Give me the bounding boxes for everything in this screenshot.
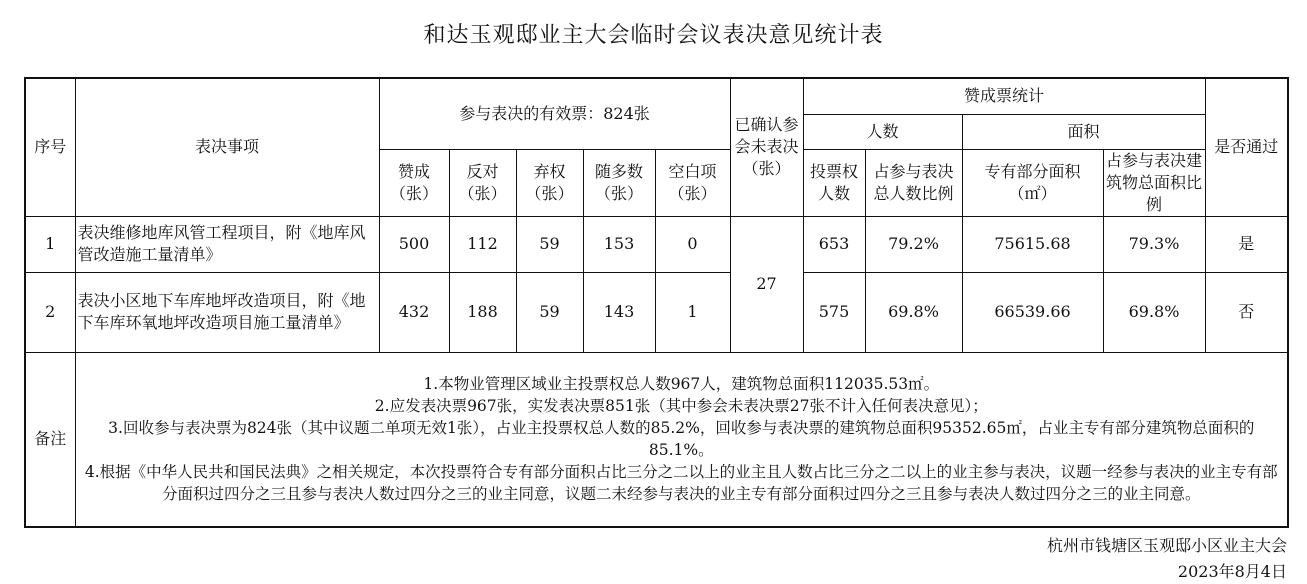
header-exclusive-area: 专有部分面积（㎡） — [962, 149, 1103, 216]
table-row — [25, 216, 1288, 272]
row-exclusive-area: 75615.68 — [962, 216, 1103, 272]
header-abstain: 弃权（张） — [516, 149, 583, 216]
header-matter: 表决事项 — [75, 78, 379, 216]
note-item: 2.应发表决票967张，实发表决票851张（其中参会未表决票27张不计入任何表决意见）； — [374, 397, 988, 416]
header-area: 面积 — [962, 114, 1205, 149]
header-valid-votes: 参与表决的有效票：824张 — [379, 78, 730, 149]
confirmed-absent-value: 27 — [730, 216, 803, 352]
row-blank: 0 — [655, 216, 730, 272]
header-area-ratio: 占参与表决建筑物总面积比例 — [1103, 149, 1205, 216]
row-follow-majority: 153 — [583, 216, 655, 272]
row-approve: 500 — [379, 216, 449, 272]
row-matter: 表决维修地库风管工程项目，附《地库风管改造施工量清单》 — [75, 216, 379, 272]
row-voters: 575 — [803, 272, 865, 352]
row-oppose: 188 — [449, 272, 516, 352]
footer-date: 2023年8月4日 — [1177, 562, 1287, 581]
row-abstain: 59 — [516, 216, 583, 272]
row-blank: 1 — [655, 272, 730, 352]
header-seq: 序号 — [25, 78, 75, 216]
row-voter-ratio: 79.2% — [865, 216, 962, 272]
vote-statistics-table — [24, 77, 1289, 528]
notes-row — [25, 352, 1288, 527]
row-voter-ratio: 69.8% — [865, 272, 962, 352]
row-approve: 432 — [379, 272, 449, 352]
notes-content — [75, 352, 1288, 527]
header-follow-majority: 随多数（张） — [583, 149, 655, 216]
row-follow-majority: 143 — [583, 272, 655, 352]
row-exclusive-area: 66539.66 — [962, 272, 1103, 352]
row-passed: 否 — [1205, 272, 1288, 352]
note-item: 3.回收参与表决票为824张（其中议题二单项无效1张），占业主投票权总人数的85.2%，回收参与表决票的建筑物总面积95352.65㎡，占业主专有部分建筑物总面积的85.1%。 — [108, 419, 1255, 460]
header-approve-stats: 赞成票统计 — [803, 78, 1205, 114]
header-oppose: 反对（张） — [449, 149, 516, 216]
row-area-ratio: 69.8% — [1103, 272, 1205, 352]
header-confirmed-absent: 已确认参会未表决（张） — [730, 78, 803, 216]
note-item: 4.根据《中华人民共和国民法典》之相关规定，本次投票符合专有部分面积占比三分之二以上的业主且人数占比三分之二以上的业主参与表决，议题一经参与表决的业主专有部分面积过四分之三且参与表决人数过四分之三的业主同意，议题二未经参与表决的业主专有部分面积过四分之三且参与表决人数过四分之三的业主同意。 — [84, 463, 1278, 504]
row-matter: 表决小区地下车库地坪改造项目，附《地下车库环氧地坪改造项目施工量清单》 — [75, 272, 379, 352]
header-voters: 投票权人数 — [803, 149, 865, 216]
row-seq: 1 — [25, 216, 75, 272]
header-blank: 空白项（张） — [655, 149, 730, 216]
notes-label: 备注 — [25, 352, 75, 527]
table-row — [25, 272, 1288, 352]
row-area-ratio: 79.3% — [1103, 216, 1205, 272]
header-passed: 是否通过 — [1205, 78, 1288, 216]
row-oppose: 112 — [449, 216, 516, 272]
row-abstain: 59 — [516, 272, 583, 352]
row-voters: 653 — [803, 216, 865, 272]
footer-org: 杭州市钱塘区玉观邸小区业主大会 — [1046, 536, 1287, 555]
header-headcount: 人数 — [803, 114, 962, 149]
row-seq: 2 — [25, 272, 75, 352]
note-item: 1.本物业管理区域业主投票权总人数967人，建筑物总面积112035.53㎡。 — [423, 375, 940, 394]
header-voter-ratio: 占参与表决总人数比例 — [865, 149, 962, 216]
page-title: 和达玉观邸业主大会临时会议表决意见统计表 — [423, 23, 884, 48]
header-approve: 赞成（张） — [379, 149, 449, 216]
row-passed: 是 — [1205, 216, 1288, 272]
